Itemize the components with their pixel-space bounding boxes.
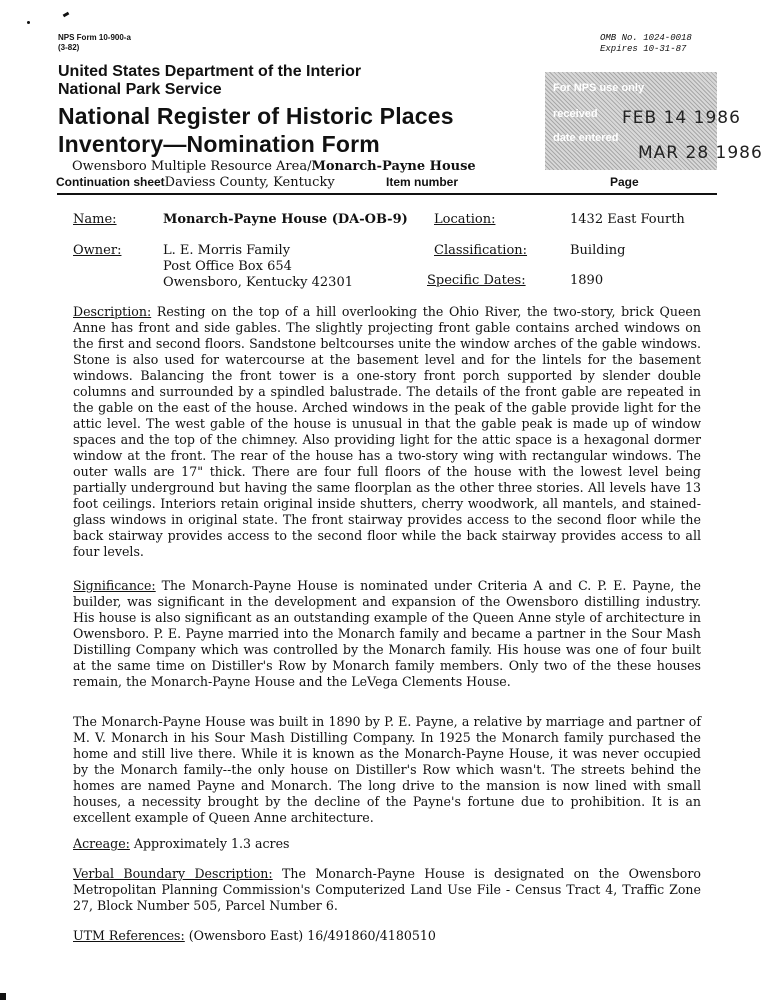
- history-paragraph: The Monarch-Payne House was built in 1890 by P. E. Payne, a relative by marriage and partner of M. V. Monarch in his Sour Mash Distilling Company. In 1925 the Monarch family purchased the home and still live there. While it is known as the Monarch-Payne House, it was never occupied by the Monarch family--the only house on Distiller's Row which wasn't. The streets behind the homes are named Payne and Monarch. The long drive to the mansion is now lined with small houses, a necessity brought by the decline of the Payne's fortune due to prohibition. It is an excellent example of Queen Anne architecture.: [73, 714, 701, 825]
- boundary-text: The Monarch-Payne House is designated on the Owensboro Metropolitan Planning Commission's Computerized Land Use File - Census Tract 4, Traffic Zone 27, Block Number 505, Parcel Number 6.: [73, 866, 701, 913]
- owner-block: [163, 243, 353, 291]
- specific-dates-label: Specific Dates:: [427, 273, 526, 288]
- header-rule: [57, 193, 717, 195]
- significance-label: Significance:: [73, 578, 156, 593]
- classification-value: Building: [570, 243, 626, 258]
- form-title: [58, 102, 454, 158]
- area-prefix: Owensboro Multiple Resource Area/: [72, 159, 312, 174]
- stamp-entered-label: date entered: [553, 132, 619, 144]
- page-label: Page: [610, 175, 639, 189]
- scan-edge-mark: [0, 993, 6, 1000]
- continuation-label: Continuation sheet: [56, 175, 165, 189]
- owner-line2: Post Office Box 654: [163, 259, 292, 274]
- location-label: Location:: [434, 212, 496, 227]
- location-value: 1432 East Fourth: [570, 212, 685, 227]
- acreage-text: Approximately 1.3 acres: [129, 836, 290, 851]
- scan-dot: [27, 21, 30, 24]
- continuation-line: [56, 175, 335, 190]
- description-paragraph: [73, 304, 701, 560]
- name-value: Monarch-Payne House (DA-OB-9): [163, 212, 408, 227]
- scan-mark: [63, 12, 70, 18]
- boundary-label: Verbal Boundary Description:: [73, 866, 273, 881]
- county-text: Daviess County, Kentucky: [164, 175, 335, 190]
- item-number-label: Item number: [386, 175, 459, 189]
- significance-text: The Monarch-Payne House is nominated under Criteria A and C. P. E. Payne, the builder, was significant in the development and expansion of the Owensboro distilling industry. His house is also significant as an outstanding example of the Queen Anne style of architecture in Owensboro. P. E. Payne married into the Monarch family and became a partner in the Sour Mash Distilling Company which was controlled by the Monarch family. His house was one of four built at the same time on Distiller's Row by Monarch family members. Only two of the these houses remain, the Monarch-Payne House and the LeVega Clements House.: [73, 578, 701, 689]
- acreage-paragraph: [73, 836, 701, 852]
- description-label: Description:: [73, 304, 152, 319]
- specific-dates-value: 1890: [570, 273, 604, 288]
- stamp-received-label: received: [553, 108, 598, 120]
- stamp-heading: For NPS use only: [553, 82, 645, 94]
- received-date-stamp: FEB 14 1986: [622, 108, 741, 128]
- department-heading: [58, 63, 361, 99]
- omb-number: OMB No. 1024-0018: [600, 33, 692, 43]
- form-revision: (3-82): [58, 43, 80, 52]
- description-text: Resting on the top of a hill overlooking the Ohio River, the two-story, brick Queen Anne has front and side gables. The slightly projecting front gable contains arched windows on the first and second floors. Sandstone beltcourses unite the window arches of the gable windows. Stone is also used for watercourse at the basement level and for the lintels for the basement windows. Balancing the front tower is a one-story front porch supported by slender double columns and surrounded by a spindled balustrade. The details of the front gable are repeated in the gable on the east of the house. Arched windows in the peak of the gable provide light for the attic level. The west gable of the house is unusual in that the gable peak is made up of window spaces and the top of the chimney. Also providing light for the attic space is a hexagonal dormer window at the front. The rear of the house has a two-story wing with rectangular windows. The outer walls are 17" thick. There are four full floors of the house with the lowest level being partially underground but having the same floorplan as the other three stories. All levels have 13 foot ceilings. Interiors retain original inside shutters, cherry woodwork, all mantels, and stained-glass windows in original state. The front stairway provides access to the second floor while the back stairway provides access to the second floor while the back stairway provides access to all four levels.: [73, 304, 701, 559]
- area-name: Monarch-Payne House: [311, 159, 476, 174]
- utm-label: UTM References:: [73, 928, 185, 943]
- acreage-label: Acreage:: [73, 836, 130, 851]
- owner-line1: L. E. Morris Family: [163, 243, 291, 258]
- entered-date-stamp: MAR 28 1986: [638, 143, 763, 163]
- area-line: [72, 159, 476, 174]
- owner-line3: Owensboro, Kentucky 42301: [163, 275, 353, 290]
- utm-text: (Owensboro East) 16/491860/4180510: [184, 928, 436, 943]
- significance-paragraph: [73, 578, 701, 690]
- form-number-text: NPS Form 10-900-a: [58, 33, 131, 42]
- form-number: [58, 33, 131, 53]
- department-name: United States Department of the Interior: [58, 63, 362, 80]
- form-title-line2: Inventory—Nomination Form: [58, 131, 380, 157]
- utm-paragraph: [73, 928, 701, 944]
- classification-label: Classification:: [434, 243, 528, 258]
- form-title-line1: National Register of Historic Places: [58, 103, 454, 129]
- name-label: Name:: [73, 212, 117, 227]
- omb-block: [600, 33, 692, 55]
- owner-label: Owner:: [73, 243, 122, 258]
- omb-expires: Expires 10-31-87: [600, 44, 687, 54]
- service-name: National Park Service: [58, 81, 222, 98]
- boundary-paragraph: [73, 866, 701, 914]
